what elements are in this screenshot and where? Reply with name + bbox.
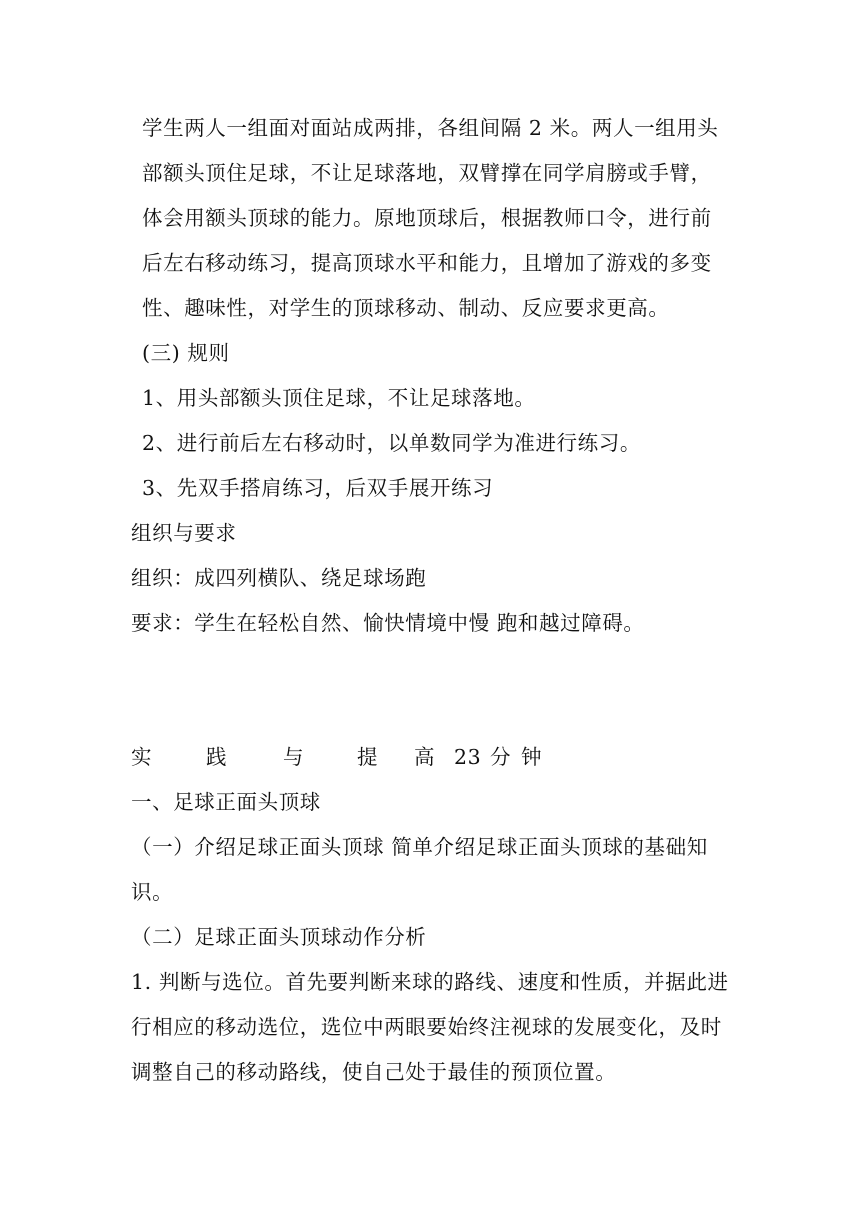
item-1-heading: 一、足球正面头顶球	[131, 790, 321, 814]
rule-2: 2、进行前后左右移动时，以单数同学为准进行练习。	[142, 431, 641, 455]
point-1-line-1: 1. 判断与选位。首先要判断来球的路线、速度和性质，并据此进	[131, 970, 729, 994]
paragraph-line-4: 后左右移动练习，提高顶球水平和能力，且增加了游戏的多变	[142, 251, 712, 275]
organization-text: 组织：成四列横队、绕足球场跑	[131, 566, 427, 590]
title-char-8: 钟	[521, 745, 543, 769]
rule-3: 3、先双手搭肩练习，后双手展开练习	[142, 476, 494, 500]
title-char-5: 高	[414, 745, 436, 769]
title-char-4: 提	[357, 745, 379, 769]
intro-line-1: （一）介绍足球正面头顶球 简单介绍足球正面头顶球的基础知	[131, 835, 708, 859]
title-char-3: 与	[283, 745, 305, 769]
paragraph-line-2: 部额头顶住足球，不让足球落地，双臂撑在同学肩膀或手臂，	[142, 161, 712, 185]
paragraph-line-5: 性、趣味性，对学生的顶球移动、制动、反应要求更高。	[142, 296, 670, 320]
title-char-1: 实	[131, 745, 153, 769]
point-1-line-3: 调整自己的移动路线，使自己处于最佳的预顶位置。	[131, 1060, 617, 1084]
intro-line-2: 识。	[131, 880, 174, 904]
rule-1: 1、用头部额头顶住足球，不让足球落地。	[142, 386, 536, 410]
title-char-7: 分	[490, 745, 512, 769]
paragraph-line-3: 体会用额头顶球的能力。原地顶球后，根据教师口令，进行前	[142, 206, 712, 230]
title-minutes-number: 23	[454, 745, 482, 769]
point-1-line-2: 行相应的移动选位，选位中两眼要始终注视球的发展变化，及时	[131, 1015, 722, 1039]
requirement-text: 要求：学生在轻松自然、愉快情境中慢 跑和越过障碍。	[131, 611, 645, 635]
rules-heading: (三) 规则	[142, 341, 230, 365]
title-char-2: 践	[206, 745, 228, 769]
analysis-heading: （二）足球正面头顶球动作分析	[131, 925, 427, 949]
paragraph-line-1: 学生两人一组面对面站成两排，各组间隔 2 米。两人一组用头	[142, 116, 719, 140]
organization-heading: 组织与要求	[131, 521, 237, 545]
